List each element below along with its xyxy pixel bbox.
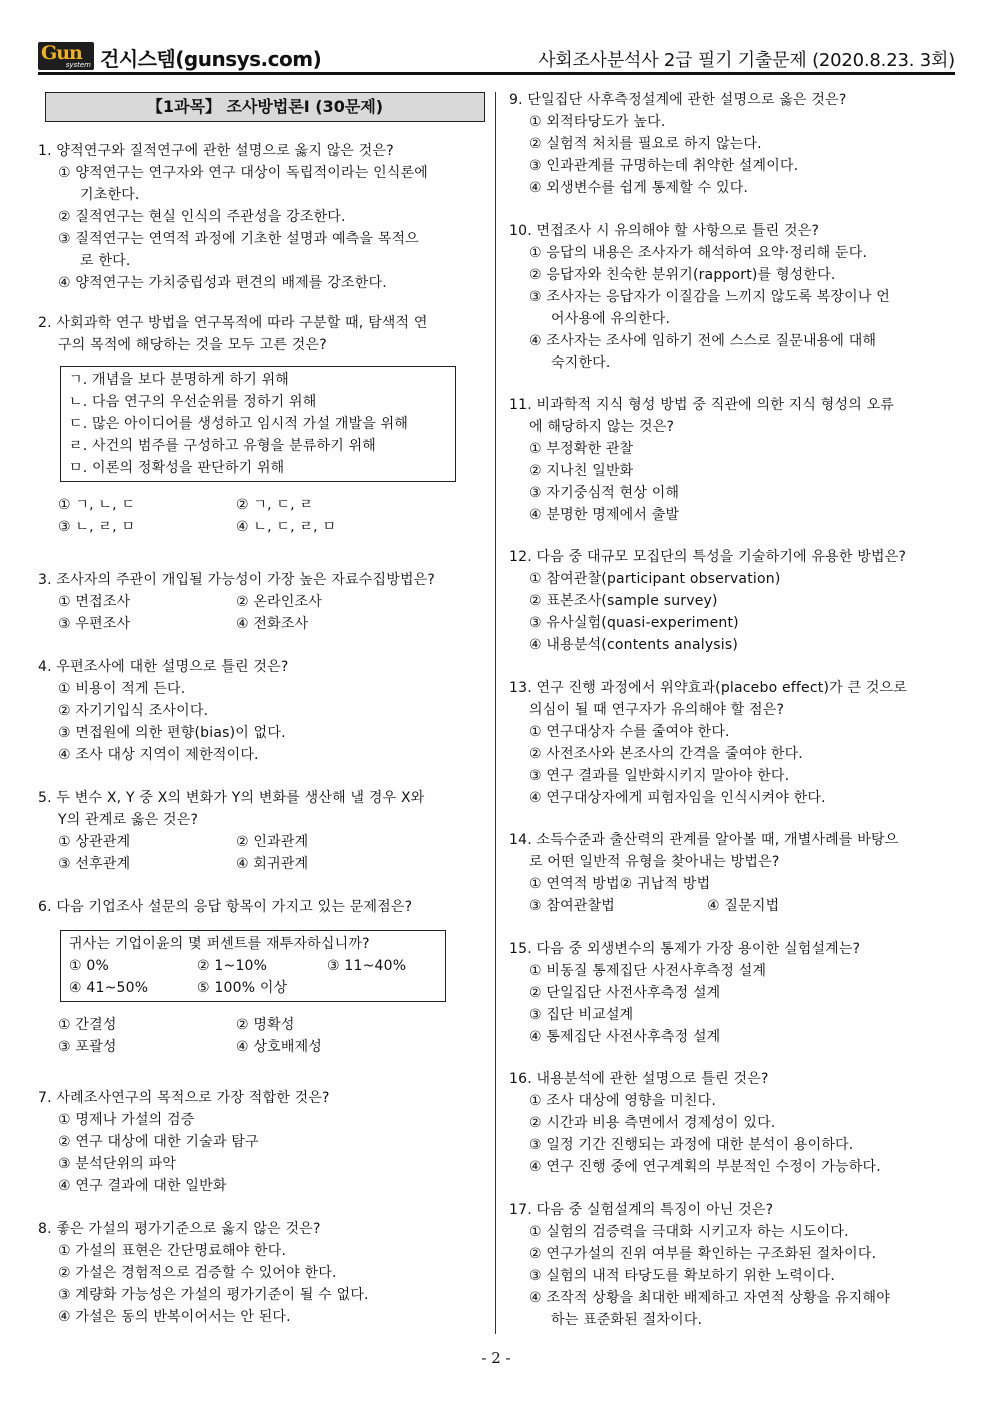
option-4: ④ ㄴ, ㄷ, ㄹ, ㅁ — [236, 519, 337, 535]
option-4: ④ 전화조사 — [236, 616, 309, 632]
option-1: ① 연구대상자 수를 줄여야 한다. — [529, 724, 730, 740]
option-3: ③ 면접원에 의한 편향(bias)이 없다. — [58, 725, 286, 741]
question-8 — [38, 1218, 488, 1328]
option-2: ② 연구가설의 진위 여부를 확인하는 구조화된 절차이다. — [529, 1246, 877, 1262]
option-4: ④ 상호배제성 — [236, 1039, 323, 1055]
option-4: ④ 내용분석(contents analysis) — [529, 637, 739, 653]
option-1: ① 참여관찰(participant observation) — [529, 571, 781, 587]
survey-question: 귀사는 기업이윤의 몇 퍼센트를 재투자하십니까? — [69, 936, 370, 952]
option-3: ③ 실험의 내적 타당도를 확보하기 위한 노력이다. — [529, 1268, 836, 1284]
header-rule — [38, 72, 955, 75]
option-1: ① 조사 대상에 영향을 미친다. — [529, 1093, 716, 1109]
statement-box — [60, 366, 456, 482]
option-3: ③ 유사실험(quasi-experiment) — [529, 615, 739, 631]
option-1: ① 실험의 검증력을 극대화 시키고자 하는 시도이다. — [529, 1224, 849, 1240]
option-1: ① 비동질 통제집단 사전사후측정 설계 — [529, 963, 767, 979]
option-3: ③ 일정 기간 진행되는 과정에 대한 분석이 용이하다. — [529, 1137, 854, 1153]
logo-text: Gun — [41, 42, 82, 64]
survey-option: ① 0% — [69, 958, 110, 974]
option-1: ① 가설의 표현은 간단명료해야 한다. — [58, 1243, 287, 1259]
option-3: ③ 인과관계를 규명하는데 취약한 설계이다. — [529, 158, 799, 174]
question-10 — [509, 220, 957, 374]
question-9 — [509, 89, 957, 199]
option-3: ③ 집단 비교설계 — [529, 1007, 634, 1023]
option-1-2: ① 연역적 방법② 귀납적 방법 — [529, 876, 711, 892]
option-1: ① 면접조사 — [58, 594, 131, 610]
survey-item-box — [60, 930, 446, 1002]
option-2: ② 시간과 비용 측면에서 경제성이 있다. — [529, 1115, 776, 1131]
option-1: ① 부정확한 관찰 — [529, 441, 634, 457]
logo-subtext: system — [65, 61, 91, 69]
column-divider — [495, 92, 496, 1334]
option-3: ③ 포괄성 — [58, 1039, 117, 1055]
option-4: ④ 조사자는 조사에 임하기 전에 스스로 질문내용에 대해 숙지한다. — [529, 333, 877, 371]
question-16 — [509, 1068, 957, 1178]
gunsys-logo — [38, 42, 94, 70]
option-2: ② 자기기입식 조사이다. — [58, 703, 209, 719]
site-title: 건시스템(gunsys.com) — [100, 47, 322, 71]
option-2: ② 질적연구는 현실 인식의 주관성을 강조한다. — [58, 209, 346, 225]
option-2: ② ㄱ, ㄷ, ㄹ — [236, 497, 314, 513]
question-4 — [38, 656, 488, 766]
survey-options — [69, 955, 437, 999]
exam-title: 사회조사분석사 2급 필기 기출문제 (2020.8.23. 3회) — [538, 50, 955, 71]
options-grid — [38, 1014, 488, 1058]
option-4: ④ 연구 결과에 대한 일반화 — [58, 1178, 227, 1194]
statement-item: ㄹ. 사건의 범주를 구성하고 유형을 분류하기 위해 — [69, 438, 377, 454]
survey-option: ⑤ 100% 이상 — [197, 980, 288, 996]
option-1: ① 응답의 내용은 조사자가 해석하여 요약·정리해 둔다. — [529, 245, 868, 261]
question-15 — [509, 938, 957, 1048]
option-2: ② 인과관계 — [236, 834, 309, 850]
option-4: ④ 분명한 명제에서 출발 — [529, 507, 680, 523]
option-3: ③ 질적연구는 연역적 과정에 기초한 설명과 예측을 목적으 로 한다. — [58, 231, 419, 269]
option-2: ② 실험적 처치를 필요로 하지 않는다. — [529, 136, 762, 152]
question-stem: 4. 우편조사에 대한 설명으로 틀린 것은? — [38, 659, 289, 675]
question-stem: 1. 양적연구와 질적연구에 관한 설명으로 옳지 않은 것은? — [38, 143, 394, 159]
question-stem: 17. 다음 중 실험설계의 특징이 아닌 것은? — [509, 1202, 774, 1218]
options-grid — [38, 591, 488, 635]
option-4: ④ 질문지법 — [707, 898, 780, 914]
option-1: ① 상관관계 — [58, 834, 131, 850]
question-stem: 7. 사례조사연구의 목적으로 가장 적합한 것은? — [38, 1090, 330, 1106]
option-4: ④ 외생변수를 쉽게 통제할 수 있다. — [529, 180, 749, 196]
question-stem: 10. 면접조사 시 유의해야 할 사항으로 틀린 것은? — [509, 223, 820, 239]
option-4: ④ 통제집단 사전사후측정 설계 — [529, 1029, 721, 1045]
options-grid — [509, 895, 957, 917]
option-3: ③ 계량화 가능성은 가설의 평가기준이 될 수 없다. — [58, 1287, 369, 1303]
survey-option: ④ 41~50% — [69, 980, 149, 996]
option-2: ② 온라인조사 — [236, 594, 323, 610]
option-4: ④ 조작적 상황을 최대한 배제하고 자연적 상황을 유지해야 하는 표준화된 절차이다. — [529, 1290, 890, 1328]
option-2: ② 가설은 경험적으로 검증할 수 있어야 한다. — [58, 1265, 337, 1281]
option-1: ① 간결성 — [58, 1017, 117, 1033]
question-11 — [509, 394, 957, 526]
option-3: ③ 자기중심적 현상 이해 — [529, 485, 680, 501]
statement-item: ㄴ. 다음 연구의 우선순위를 정하기 위해 — [69, 394, 317, 410]
question-2 — [38, 312, 488, 538]
option-4: ④ 가설은 동의 반복이어서는 안 된다. — [58, 1309, 291, 1325]
question-6 — [38, 896, 488, 1058]
question-17 — [509, 1199, 957, 1331]
option-3: ③ 조사자는 응답자가 이질감을 느끼지 않도록 복장이나 언 어사용에 유의한다. — [529, 289, 890, 327]
option-2: ② 지나친 일반화 — [529, 463, 634, 479]
question-stem: 16. 내용분석에 관한 설명으로 틀린 것은? — [509, 1071, 769, 1087]
option-4: ④ 조사 대상 지역이 제한적이다. — [58, 747, 259, 763]
option-3: ③ 분석단위의 파악 — [58, 1156, 177, 1172]
question-12 — [509, 546, 957, 656]
option-2: ② 응답자와 친숙한 분위기(rapport)를 형성한다. — [529, 267, 836, 283]
question-14 — [509, 829, 957, 917]
statement-item: ㄷ. 많은 아이디어를 생성하고 임시적 가설 개발을 위해 — [69, 416, 409, 432]
question-stem: 2. 사회과학 연구 방법을 연구목적에 따라 구분할 때, 탐색적 연 구의 목적에 해당하는 것을 모두 고른 것은? — [38, 315, 428, 353]
question-stem: 3. 조사자의 주관이 개입될 가능성이 가장 높은 자료수집방법은? — [38, 572, 436, 588]
option-1: ① 양적연구는 연구자와 연구 대상이 독립적이라는 인식론에 기초한다. — [58, 165, 429, 203]
options-grid — [38, 494, 488, 538]
question-stem: 11. 비과학적 지식 형성 방법 중 직관에 의한 지식 형성의 오류 에 해당하지 않는 것은? — [509, 397, 895, 435]
option-1: ① 명제나 가설의 검증 — [58, 1112, 195, 1128]
question-13 — [509, 677, 957, 809]
question-5 — [38, 787, 488, 875]
survey-option: ③ 11~40% — [327, 958, 407, 974]
option-4: ④ 회귀관계 — [236, 856, 309, 872]
option-1: ① 외적타당도가 높다. — [529, 114, 666, 130]
option-4: ④ 연구 진행 중에 연구계획의 부분적인 수정이 가능하다. — [529, 1159, 881, 1175]
option-3: ③ ㄴ, ㄹ, ㅁ — [58, 519, 136, 535]
question-stem: 12. 다음 중 대규모 모집단의 특성을 기술하기에 유용한 방법은? — [509, 549, 907, 565]
option-3: ③ 참여관찰법 — [529, 898, 616, 914]
statement-item: ㄱ. 개념을 보다 분명하게 하기 위해 — [69, 372, 290, 388]
option-3: ③ 선후관계 — [58, 856, 131, 872]
question-3 — [38, 569, 488, 635]
question-stem: 9. 단일집단 사후측정설계에 관한 설명으로 옳은 것은? — [509, 92, 847, 108]
question-7 — [38, 1087, 488, 1197]
question-stem: 6. 다음 기업조사 설문의 응답 항목이 가지고 있는 문제점은? — [38, 899, 413, 915]
option-2: ② 단일집단 사전사후측정 설계 — [529, 985, 721, 1001]
statement-item: ㅁ. 이론의 정확성을 판단하기 위해 — [69, 460, 285, 476]
option-2: ② 사전조사와 본조사의 간격을 줄여야 한다. — [529, 746, 803, 762]
option-2: ② 표본조사(sample survey) — [529, 593, 718, 609]
option-4: ④ 양적연구는 가치중립성과 편견의 배제를 강조한다. — [58, 275, 387, 291]
survey-option: ② 1~10% — [197, 958, 268, 974]
subject-title: 【1과목】 조사방법론Ⅰ (30문제) — [45, 92, 485, 122]
options-grid — [38, 831, 488, 875]
option-4: ④ 연구대상자에게 피험자임을 인식시켜야 한다. — [529, 790, 826, 806]
question-1 — [38, 140, 488, 294]
option-2: ② 연구 대상에 대한 기술과 탐구 — [58, 1134, 259, 1150]
option-1: ① ㄱ, ㄴ, ㄷ — [58, 497, 136, 513]
question-stem: 8. 좋은 가설의 평가기준으로 옳지 않은 것은? — [38, 1221, 321, 1237]
question-stem: 13. 연구 진행 과정에서 위약효과(placebo effect)가 큰 것으로 의심이 될 때 연구자가 유의해야 할 점은? — [509, 680, 908, 718]
option-1: ① 비용이 적게 든다. — [58, 681, 186, 697]
option-3: ③ 우편조사 — [58, 616, 131, 632]
option-3: ③ 연구 결과를 일반화시키지 말아야 한다. — [529, 768, 790, 784]
page-number: - 2 - — [481, 1349, 511, 1367]
option-2: ② 명확성 — [236, 1017, 295, 1033]
question-stem: 5. 두 변수 X, Y 중 X의 변화가 Y의 변화를 생산해 낼 경우 X와 Y의 관계로 옳은 것은? — [38, 790, 425, 828]
question-stem: 14. 소득수준과 출산력의 관계를 알아볼 때, 개별사례를 바탕으 로 어떤 일반적 유형을 찾아내는 방법은? — [509, 832, 899, 870]
question-stem: 15. 다음 중 외생변수의 통제가 가장 용이한 실험설계는? — [509, 941, 861, 957]
page-header — [38, 40, 955, 74]
